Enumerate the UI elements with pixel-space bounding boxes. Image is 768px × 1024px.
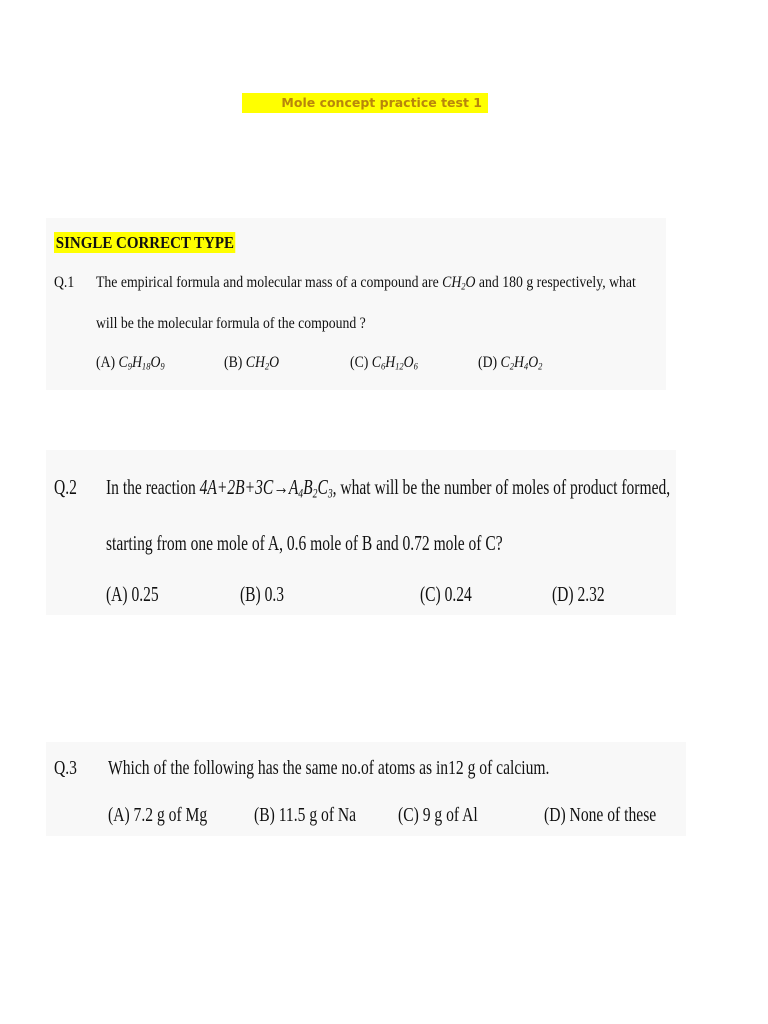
option-a[interactable]: (A) $C_9H_{18}O_9$	[96, 354, 165, 373]
question-text-line-1: In the reaction $4A+2B+3C\to A_4B_2C_3$, what will be the number of moles of product formed,	[106, 475, 671, 501]
question-text-line-2: will be the molecular formula of the compound ?	[96, 315, 366, 332]
page-title: Mole concept practice test 1	[242, 93, 488, 113]
option-d[interactable]: (D) None of these	[544, 804, 657, 826]
option-c[interactable]: (C) $C_6H_{12}O_6$	[350, 354, 418, 373]
option-a[interactable]: (A) 7.2 g of Mg	[108, 804, 208, 826]
option-c[interactable]: (C) 9 g of Al	[398, 804, 478, 826]
question-text-line-1: Which of the following has the same no.of atoms as in12 g of calcium.	[108, 757, 550, 779]
option-c[interactable]: (C) 0.24	[420, 582, 472, 606]
question-3-block	[46, 742, 686, 836]
option-b[interactable]: (B) 0.3	[240, 582, 285, 606]
option-d[interactable]: (D) $C_2H_4O_2$	[478, 354, 543, 373]
question-number: Q.2	[54, 475, 77, 499]
option-b[interactable]: (B) $CH_2O$	[224, 354, 280, 373]
option-a[interactable]: (A) 0.25	[106, 582, 159, 606]
question-text-line-1: The empirical formula and molecular mass of a compound are $CH_2O$ and 180 g respectively, what	[96, 274, 636, 293]
question-text-line-2: starting from one mole of A, 0.6 mole of B and 0.72 mole of C?	[106, 531, 503, 555]
question-2-block	[46, 450, 676, 615]
question-1-block	[46, 218, 666, 390]
question-number: Q.3	[54, 757, 77, 779]
question-number: Q.1	[54, 274, 75, 291]
option-b[interactable]: (B) 11.5 g of Na	[254, 804, 357, 826]
option-d[interactable]: (D) 2.32	[552, 582, 605, 606]
section-title: SINGLE CORRECT TYPE	[55, 233, 234, 252]
